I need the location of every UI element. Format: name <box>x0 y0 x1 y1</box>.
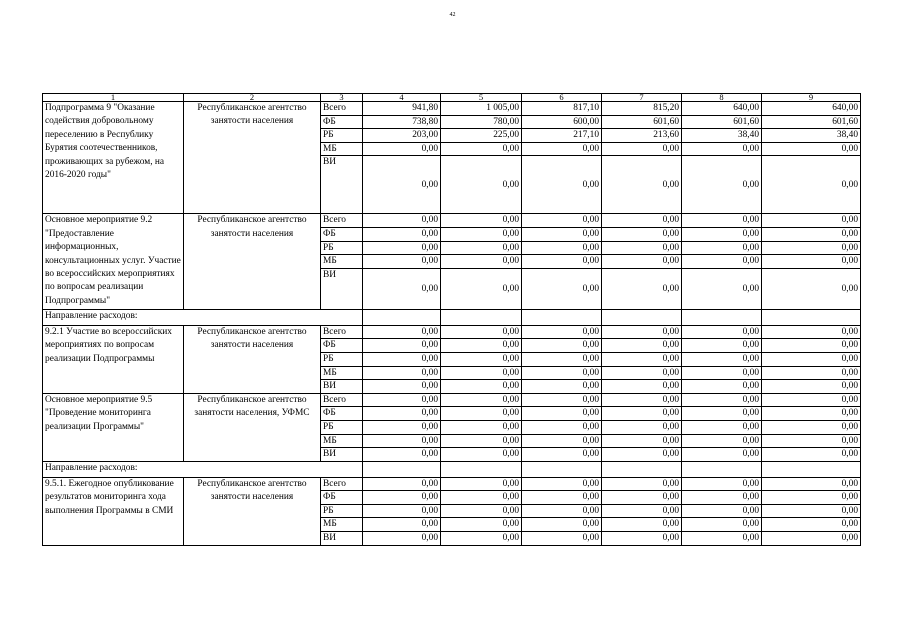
amount-cell: 38,40 <box>762 129 861 143</box>
amount-cell: 0,00 <box>682 325 762 339</box>
amount-cell: 0,00 <box>762 255 861 269</box>
amount-cell: 0,00 <box>522 366 602 380</box>
funding-source: РБ <box>321 420 363 434</box>
amount-cell: 0,00 <box>682 339 762 353</box>
amount-cell: 0,00 <box>602 241 682 255</box>
direction-row <box>43 309 861 325</box>
amount-cell: 0,00 <box>762 268 861 309</box>
direction-label: Направление расходов: <box>43 461 321 477</box>
amount-cell: 0,00 <box>602 420 682 434</box>
amount-cell: 0,00 <box>762 532 861 546</box>
amount-cell: 817,10 <box>522 102 602 116</box>
amount-cell: 0,00 <box>602 532 682 546</box>
table-row <box>43 325 861 339</box>
empty-cell <box>522 461 602 477</box>
amount-cell: 0,00 <box>762 339 861 353</box>
column-number: 9 <box>762 94 861 102</box>
program-name: 9.2.1 Участие во всероссийских мероприятиях по вопросам реализации Подпрограммы <box>43 325 184 393</box>
amount-cell: 0,00 <box>762 142 861 156</box>
amount-cell: 0,00 <box>682 142 762 156</box>
amount-cell: 213,60 <box>602 129 682 143</box>
amount-cell: 0,00 <box>441 339 522 353</box>
responsible-agency: Республиканское агентство занятости населения <box>184 214 321 309</box>
responsible-agency: Республиканское агентство занятости населения <box>184 325 321 393</box>
amount-cell: 0,00 <box>682 420 762 434</box>
amount-cell: 0,00 <box>762 393 861 407</box>
amount-cell: 0,00 <box>522 504 602 518</box>
amount-cell: 0,00 <box>441 477 522 491</box>
empty-cell <box>602 461 682 477</box>
amount-cell: 0,00 <box>762 380 861 394</box>
empty-cell <box>682 309 762 325</box>
responsible-agency: Республиканское агентство занятости населения, УФМС <box>184 393 321 461</box>
funding-source: ФБ <box>321 227 363 241</box>
empty-cell <box>602 309 682 325</box>
amount-cell: 0,00 <box>363 518 441 532</box>
amount-cell: 0,00 <box>522 380 602 394</box>
amount-cell: 0,00 <box>602 352 682 366</box>
amount-cell: 0,00 <box>441 241 522 255</box>
amount-cell: 0,00 <box>762 325 861 339</box>
amount-cell: 0,00 <box>363 380 441 394</box>
table-row <box>43 393 861 407</box>
amount-cell: 0,00 <box>441 420 522 434</box>
amount-cell: 0,00 <box>682 366 762 380</box>
amount-cell: 0,00 <box>363 393 441 407</box>
amount-cell: 0,00 <box>682 352 762 366</box>
funding-source: Всего <box>321 393 363 407</box>
funding-source: Всего <box>321 477 363 491</box>
direction-row <box>43 461 861 477</box>
empty-cell <box>441 309 522 325</box>
empty-cell <box>522 309 602 325</box>
amount-cell: 0,00 <box>522 214 602 228</box>
responsible-agency: Республиканское агентство занятости населения <box>184 102 321 214</box>
funding-source: ВИ <box>321 268 363 309</box>
amount-cell: 0,00 <box>682 532 762 546</box>
column-number: 4 <box>363 94 441 102</box>
empty-cell <box>762 309 861 325</box>
amount-cell: 0,00 <box>682 156 762 214</box>
amount-cell: 0,00 <box>363 325 441 339</box>
amount-cell: 0,00 <box>762 504 861 518</box>
direction-label: Направление расходов: <box>43 309 321 325</box>
amount-cell: 0,00 <box>602 325 682 339</box>
amount-cell: 0,00 <box>522 268 602 309</box>
amount-cell: 0,00 <box>602 407 682 421</box>
amount-cell: 0,00 <box>363 366 441 380</box>
amount-cell: 0,00 <box>762 407 861 421</box>
amount-cell: 0,00 <box>682 393 762 407</box>
funding-source: Всего <box>321 325 363 339</box>
amount-cell: 0,00 <box>441 366 522 380</box>
amount-cell: 0,00 <box>682 241 762 255</box>
amount-cell: 0,00 <box>441 393 522 407</box>
column-number-row <box>43 94 861 102</box>
amount-cell: 640,00 <box>682 102 762 116</box>
amount-cell: 0,00 <box>441 504 522 518</box>
amount-cell: 0,00 <box>441 407 522 421</box>
amount-cell: 0,00 <box>522 142 602 156</box>
amount-cell: 0,00 <box>602 491 682 505</box>
amount-cell: 203,00 <box>363 129 441 143</box>
amount-cell: 0,00 <box>363 142 441 156</box>
empty-cell <box>321 309 363 325</box>
empty-cell <box>682 461 762 477</box>
amount-cell: 0,00 <box>682 504 762 518</box>
amount-cell: 0,00 <box>762 214 861 228</box>
funding-source: Всего <box>321 102 363 116</box>
amount-cell: 0,00 <box>522 156 602 214</box>
program-name: Основное мероприятие 9.5 "Проведение мониторинга реализации Программы" <box>43 393 184 461</box>
column-number: 7 <box>602 94 682 102</box>
funding-source: МБ <box>321 366 363 380</box>
funding-source: РБ <box>321 352 363 366</box>
funding-source: РБ <box>321 241 363 255</box>
amount-cell: 0,00 <box>441 255 522 269</box>
table-row <box>43 102 861 116</box>
amount-cell: 0,00 <box>762 241 861 255</box>
amount-cell: 0,00 <box>363 434 441 448</box>
amount-cell: 0,00 <box>522 518 602 532</box>
amount-cell: 0,00 <box>762 420 861 434</box>
amount-cell: 0,00 <box>441 227 522 241</box>
amount-cell: 0,00 <box>602 366 682 380</box>
amount-cell: 0,00 <box>363 255 441 269</box>
funding-source: МБ <box>321 255 363 269</box>
amount-cell: 0,00 <box>363 352 441 366</box>
amount-cell: 0,00 <box>441 325 522 339</box>
funding-source: ФБ <box>321 407 363 421</box>
amount-cell: 0,00 <box>682 407 762 421</box>
amount-cell: 0,00 <box>682 518 762 532</box>
amount-cell: 0,00 <box>363 477 441 491</box>
amount-cell: 0,00 <box>363 504 441 518</box>
amount-cell: 0,00 <box>602 142 682 156</box>
amount-cell: 0,00 <box>762 352 861 366</box>
amount-cell: 640,00 <box>762 102 861 116</box>
amount-cell: 225,00 <box>441 129 522 143</box>
funding-source: РБ <box>321 504 363 518</box>
amount-cell: 0,00 <box>682 268 762 309</box>
amount-cell: 0,00 <box>682 255 762 269</box>
funding-source: ВИ <box>321 380 363 394</box>
amount-cell: 1 005,00 <box>441 102 522 116</box>
amount-cell: 0,00 <box>522 491 602 505</box>
amount-cell: 0,00 <box>602 227 682 241</box>
amount-cell: 0,00 <box>522 352 602 366</box>
amount-cell: 0,00 <box>363 214 441 228</box>
empty-cell <box>363 309 441 325</box>
amount-cell: 0,00 <box>441 491 522 505</box>
amount-cell: 0,00 <box>441 448 522 462</box>
funding-source: ФБ <box>321 115 363 129</box>
amount-cell: 0,00 <box>602 393 682 407</box>
amount-cell: 0,00 <box>522 227 602 241</box>
amount-cell: 0,00 <box>762 477 861 491</box>
amount-cell: 0,00 <box>522 339 602 353</box>
amount-cell: 217,10 <box>522 129 602 143</box>
amount-cell: 0,00 <box>522 255 602 269</box>
amount-cell: 941,80 <box>363 102 441 116</box>
amount-cell: 0,00 <box>363 420 441 434</box>
amount-cell: 0,00 <box>363 448 441 462</box>
amount-cell: 0,00 <box>522 448 602 462</box>
amount-cell: 0,00 <box>441 214 522 228</box>
amount-cell: 0,00 <box>363 491 441 505</box>
empty-cell <box>762 461 861 477</box>
amount-cell: 0,00 <box>602 448 682 462</box>
amount-cell: 601,60 <box>682 115 762 129</box>
amount-cell: 0,00 <box>441 142 522 156</box>
column-number: 5 <box>441 94 522 102</box>
amount-cell: 0,00 <box>602 214 682 228</box>
amount-cell: 0,00 <box>602 380 682 394</box>
amount-cell: 0,00 <box>602 434 682 448</box>
amount-cell: 0,00 <box>602 518 682 532</box>
amount-cell: 0,00 <box>363 407 441 421</box>
program-name: 9.5.1. Ежегодное опубликование результатов мониторинга хода выполнения Программы в СМИ <box>43 477 184 545</box>
amount-cell: 0,00 <box>762 518 861 532</box>
amount-cell: 780,00 <box>441 115 522 129</box>
funding-source: ВИ <box>321 532 363 546</box>
amount-cell: 0,00 <box>522 325 602 339</box>
program-name: Подпрограмма 9 "Оказание содействия добровольному переселению в Республику Бурятия соотечественников, проживающих за рубежом, на 2016-2020 годы" <box>43 102 184 214</box>
amount-cell: 0,00 <box>522 407 602 421</box>
amount-cell: 0,00 <box>602 477 682 491</box>
amount-cell: 0,00 <box>363 156 441 214</box>
amount-cell: 0,00 <box>762 227 861 241</box>
column-number: 3 <box>321 94 363 102</box>
amount-cell: 601,60 <box>602 115 682 129</box>
amount-cell: 0,00 <box>762 156 861 214</box>
program-name: Основное мероприятие 9.2 "Предоставление информационных, консультационных услуг. Участие во всероссийских мероприятиях по вопросам реализации Подпрограммы" <box>43 214 184 309</box>
amount-cell: 0,00 <box>522 532 602 546</box>
amount-cell: 0,00 <box>682 477 762 491</box>
amount-cell: 0,00 <box>363 532 441 546</box>
funding-source: ВИ <box>321 156 363 214</box>
amount-cell: 600,00 <box>522 115 602 129</box>
amount-cell: 738,80 <box>363 115 441 129</box>
budget-table <box>42 93 861 546</box>
amount-cell: 38,40 <box>682 129 762 143</box>
amount-cell: 0,00 <box>522 434 602 448</box>
amount-cell: 0,00 <box>441 434 522 448</box>
column-number: 2 <box>184 94 321 102</box>
amount-cell: 0,00 <box>602 255 682 269</box>
funding-source: МБ <box>321 434 363 448</box>
amount-cell: 0,00 <box>363 227 441 241</box>
column-number: 6 <box>522 94 602 102</box>
funding-source: Всего <box>321 214 363 228</box>
amount-cell: 0,00 <box>682 227 762 241</box>
amount-cell: 0,00 <box>441 532 522 546</box>
amount-cell: 0,00 <box>682 434 762 448</box>
amount-cell: 0,00 <box>682 448 762 462</box>
funding-source: МБ <box>321 518 363 532</box>
funding-source: РБ <box>321 129 363 143</box>
empty-cell <box>321 461 363 477</box>
amount-cell: 0,00 <box>441 352 522 366</box>
amount-cell: 0,00 <box>522 241 602 255</box>
amount-cell: 0,00 <box>363 268 441 309</box>
amount-cell: 0,00 <box>441 518 522 532</box>
amount-cell: 0,00 <box>762 434 861 448</box>
funding-source: ФБ <box>321 339 363 353</box>
funding-source: МБ <box>321 142 363 156</box>
amount-cell: 0,00 <box>602 504 682 518</box>
column-number: 8 <box>682 94 762 102</box>
funding-source: ВИ <box>321 448 363 462</box>
amount-cell: 0,00 <box>762 448 861 462</box>
amount-cell: 0,00 <box>762 491 861 505</box>
table-row <box>43 214 861 228</box>
amount-cell: 0,00 <box>441 156 522 214</box>
empty-cell <box>363 461 441 477</box>
amount-cell: 0,00 <box>682 214 762 228</box>
amount-cell: 0,00 <box>363 339 441 353</box>
amount-cell: 0,00 <box>602 339 682 353</box>
responsible-agency: Республиканское агентство занятости населения <box>184 477 321 545</box>
amount-cell: 0,00 <box>762 366 861 380</box>
column-number: 1 <box>43 94 184 102</box>
amount-cell: 815,20 <box>602 102 682 116</box>
amount-cell: 0,00 <box>602 156 682 214</box>
empty-cell <box>441 461 522 477</box>
amount-cell: 0,00 <box>441 380 522 394</box>
amount-cell: 0,00 <box>682 491 762 505</box>
amount-cell: 0,00 <box>363 241 441 255</box>
amount-cell: 0,00 <box>682 380 762 394</box>
funding-source: ФБ <box>321 491 363 505</box>
amount-cell: 0,00 <box>441 268 522 309</box>
table-row <box>43 477 861 491</box>
amount-cell: 0,00 <box>522 393 602 407</box>
amount-cell: 0,00 <box>522 477 602 491</box>
amount-cell: 601,60 <box>762 115 861 129</box>
page-number: 42 <box>449 12 456 18</box>
amount-cell: 0,00 <box>522 420 602 434</box>
amount-cell: 0,00 <box>602 268 682 309</box>
